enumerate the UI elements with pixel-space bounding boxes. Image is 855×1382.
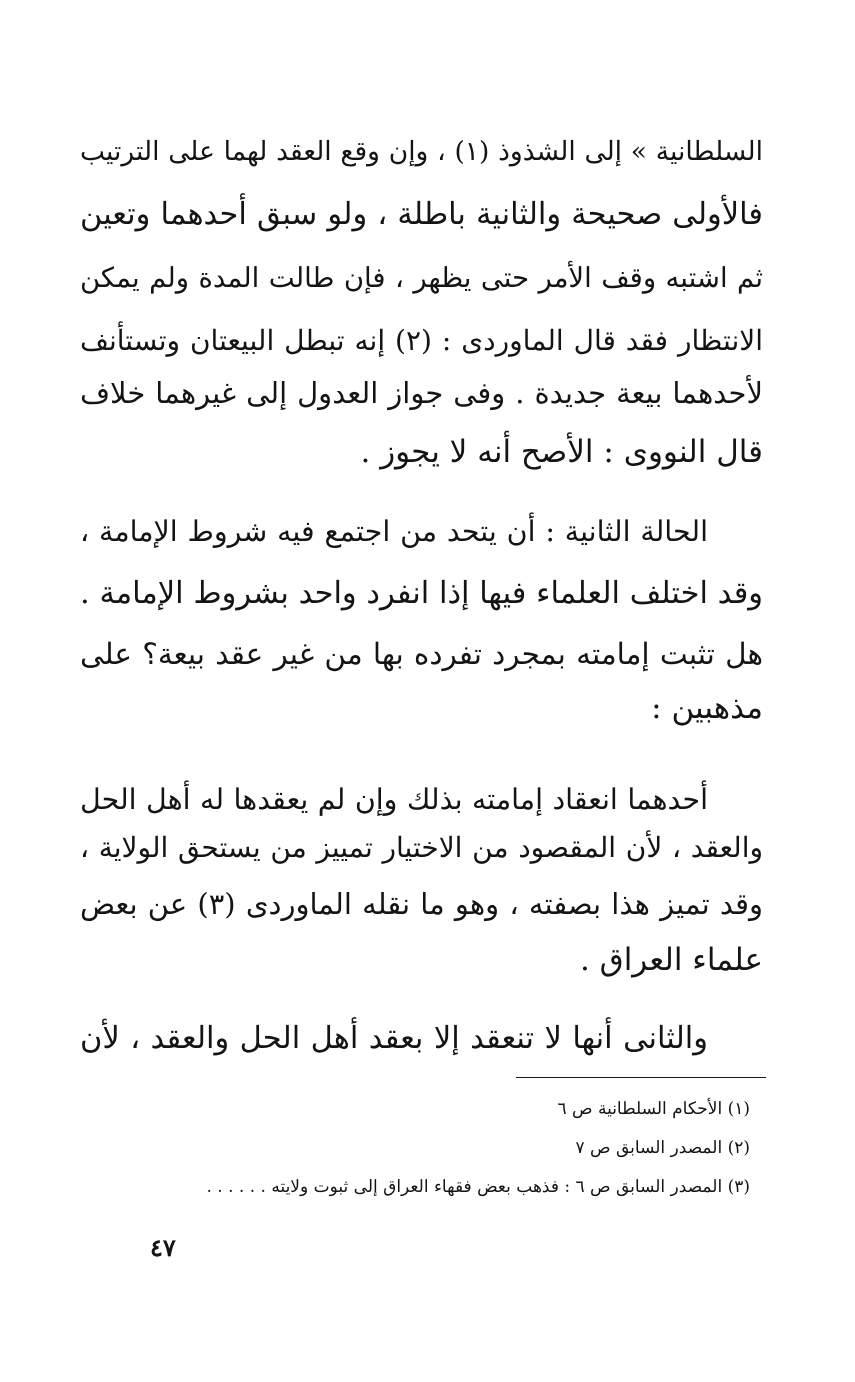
text-line: والعقد ، لأن المقصود من الاختيار تمييز من يستحق الولاية ، bbox=[80, 831, 763, 864]
text-line: فالأولى صحيحة والثانية باطلة ، ولو سبق أحدهما وتعين bbox=[80, 197, 763, 232]
text-line: وقد تميز هذا بصفته ، وهو ما نقله الماوردى (٣) عن بعض bbox=[80, 887, 763, 921]
footnote-2: (٢) المصدر السابق ص ٧ bbox=[575, 1138, 750, 1158]
text-line: لأحدهما بيعة جديدة . وفى جواز العدول إلى غيرهما خلاف bbox=[80, 376, 763, 410]
text-line: والثانى أنها لا تنعقد إلا بعقد أهل الحل والعقد ، لأن bbox=[80, 1021, 708, 1056]
text-line: الانتظار فقد قال الماوردى : (٢) إنه تبطل البيعتان وتستأنف bbox=[80, 324, 763, 357]
text-line: وقد اختلف العلماء فيها إذا انفرد واحد بشروط الإمامة . bbox=[80, 576, 763, 611]
footnote-separator bbox=[516, 1077, 766, 1078]
text-line: هل تثبت إمامته بمجرد تفرده بها من غير عقد بيعة؟ على bbox=[80, 637, 763, 671]
footnote-1: (١) الأحكام السلطانية ص ٦ bbox=[557, 1099, 750, 1119]
text-line: قال النووى : الأصح أنه لا يجوز . bbox=[360, 434, 763, 470]
text-line: أحدهما انعقاد إمامته بذلك وإن لم يعقدها له أهل الحل bbox=[80, 783, 708, 816]
footnote-3: (٣) المصدر السابق ص ٦ : فذهب بعض فقهاء العراق إلى ثبوت ولايته . . . . . . bbox=[206, 1177, 750, 1197]
text-line: مذهبين : bbox=[651, 690, 763, 726]
text-line: علماء العراق . bbox=[579, 942, 763, 978]
text-line: ثم اشتبه وقف الأمر حتى يظهر ، فإن طالت المدة ولم يمكن bbox=[80, 262, 763, 294]
page-number: ٤٧ bbox=[150, 1233, 176, 1262]
text-line: السلطانية » إلى الشذوذ (١) ، وإن وقع العقد لهما على الترتيب bbox=[80, 136, 763, 167]
text-line: الحالة الثانية : أن يتحد من اجتمع فيه شروط الإمامة ، bbox=[80, 515, 708, 548]
